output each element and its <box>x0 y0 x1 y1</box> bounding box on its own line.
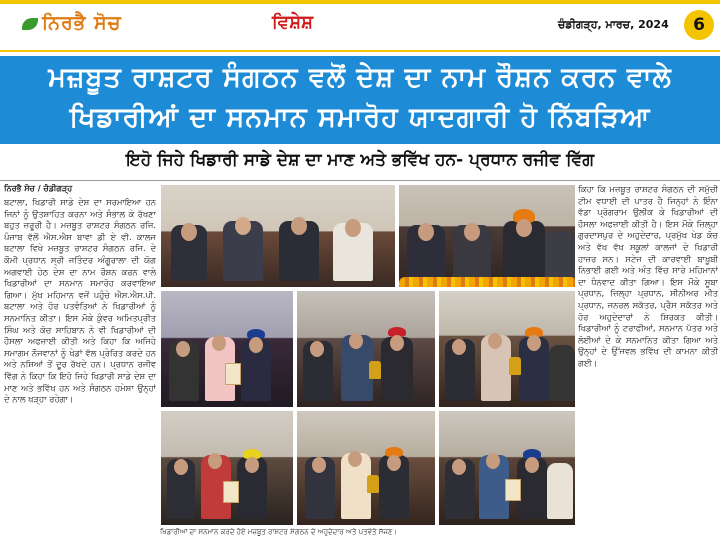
section-label: ਵਿਸ਼ੇਸ਼ <box>272 12 314 33</box>
article-right-column <box>578 184 718 537</box>
photo-award-4 <box>160 410 294 526</box>
photo-guests-on-stage <box>160 184 396 288</box>
headline-banner <box>0 56 720 144</box>
header-stripe <box>0 0 720 4</box>
photo-award-5 <box>296 410 436 526</box>
header-rule <box>0 50 720 52</box>
subheadline-rule <box>0 180 720 181</box>
photo-award-3 <box>438 290 576 408</box>
leaf-icon <box>22 18 38 30</box>
photo-award-2 <box>296 290 436 408</box>
headline-line-1: ਮਜ਼ਬੂਤ ਰਾਸ਼ਟਰ ਸੰਗਠਨ ਵਲੋਂ ਦੇਸ਼ ਦਾ ਨਾਮ ਰੌਸ਼ਨ ਕਰਨ ਵਾਲੇ <box>48 62 672 93</box>
masthead <box>22 12 122 34</box>
photo-caption: ਖਿਡਾਰੀਆਂ ਦਾ ਸਨਮਾਨ ਕਰਦੇ ਹੋਏ ਮਜ਼ਬੂਤ ਰਾਸ਼ਟਰ ਸੰਗਠਨ ਦੇ ਅਹੁਦੇਦਾਰ ਅਤੇ ਪਤਵੰਤੇ ਸੱਜਣ। <box>160 528 398 536</box>
dateline: ਚੰਡੀਗੜ੍ਹ, ਮਾਰਚ, 2024 <box>558 18 669 31</box>
article-body-left: ਬਟਾਲਾ, ਖਿਡਾਰੀ ਸਾਡੇ ਦੇਸ਼ ਦਾ ਸਰਮਾਇਆ ਹਨ ਜਿਨਾਂ ਨੂੰ ਉਤਸ਼ਾਹਿਤ ਕਰਨਾ ਅਤੇ ਸੰਭਾਲ ਕੇ ਰੱਖਣਾ ਬਹੁਤ ਜ਼ਰੂਰੀ ਹੈ। ਮਜ਼ਬੂਤ ਰਾਸ਼ਟਰ ਸੰਗਠਨ ਰਜਿ. ਪੰਜਾਬ ਵੱਲੋਂ ਐਸ.ਐਸ ਬਾਵਾ ਡੀ ਏ ਵੀ. ਕਾਲਜ ਬਟਾਲਾ ਵਿਖੇ ਮਜ਼ਬੂਤ ਰਾਸ਼ਟਰ ਸੰਗਠਨ ਰਜਿ. ਦੇ ਕੌਮੀ ਪ੍ਰਧਾਨ ਸ੍ਰੀ ਜਤਿੰਦਰ ਅੰਗੂਰਾਲਾ ਦੀ ਯੋਗ ਅਗਵਾਈ ਹੇਠ ਦੇਸ਼ ਦਾ ਨਾਮ ਰੌਸ਼ਨ ਕਰਨ ਵਾਲੇ ਖਿਡਾਰੀਆਂ ਦਾ ਸਨਮਾਨ ਸਮਾਰੋਹ ਕਰਵਾਇਆ ਗਿਆ। ਮੁੱਖ ਮਹਿਮਾਨ ਵਜੋਂ ਪਹੁੰਚੇ ਐਸ.ਐਸ.ਪੀ. ਬਟਾਲਾ ਅਤੇ ਹੋਰ ਪਤਵੰਤਿਆਂ ਨੇ ਖਿਡਾਰੀਆਂ ਨੂੰ ਸਨਮਾਨਿਤ ਕੀਤਾ। ਇਸ ਮੌਕੇ ਕੁੰਵਰ ਅਮਿਤਪ੍ਰੀਤ ਸਿੰਘ ਅਤੇ ਕੋਚ ਸਾਹਿਬਾਨ ਨੇ ਵੀ ਖਿਡਾਰੀਆਂ ਦੀ ਹੌਸਲਾ ਅਫਜ਼ਾਈ ਕੀਤੀ ਅਤੇ ਕਿਹਾ ਕਿ ਅਜਿਹੇ ਸਮਾਗਮ ਨੌਜਵਾਨਾਂ ਨੂੰ ਖੇਡਾਂ ਵੱਲ ਪ੍ਰੇਰਿਤ ਕਰਦੇ ਹਨ ਅਤੇ ਨਸ਼ਿਆਂ ਤੋਂ ਦੂਰ ਰੱਖਦੇ ਹਨ। ਪ੍ਰਧਾਨ ਰਜੀਵ ਵਿੱਗ ਨੇ ਕਿਹਾ ਕਿ ਇਹੋ ਜਿਹੇ ਖਿਡਾਰੀ ਸਾਡੇ ਦੇਸ਼ ਦਾ ਮਾਣ ਅਤੇ ਭਵਿੱਖ ਹਨ ਅਤੇ ਸੰਗਠਨ ਹਮੇਸ਼ਾ ਉਨ੍ਹਾਂ ਦੇ ਨਾਲ ਖੜ੍ਹਾ ਰਹੇਗਾ। <box>4 197 156 405</box>
masthead-title: ਨਿਰਭੈ ਸੋਚ <box>42 12 122 34</box>
article-body-right: ਕਿਹਾ ਕਿ ਮਜ਼ਬੂਤ ਰਾਸ਼ਟਰ ਸੰਗਠਨ ਦੀ ਸਮੁੱਚੀ ਟੀਮ ਵਧਾਈ ਦੀ ਪਾਤਰ ਹੈ ਜਿਨ੍ਹਾਂ ਨੇ ਇੰਨਾ ਵੱਡਾ ਪ੍ਰੋਗਰਾਮ ਉਲੀਕ ਕੇ ਖਿਡਾਰੀਆਂ ਦੀ ਹੌਸਲਾ ਅਫਜ਼ਾਈ ਕੀਤੀ ਹੈ। ਇਸ ਮੌਕੇ ਜ਼ਿਲ੍ਹਾ ਗੁਰਦਾਸਪੁਰ ਦੇ ਅਹੁਦੇਦਾਰ, ਪ੍ਰਮੁੱਖ ਖੇਡ ਕੋਚ ਅਤੇ ਵੱਖ ਵੱਖ ਸਕੂਲਾਂ ਕਾਲਜਾਂ ਦੇ ਖਿਡਾਰੀ ਹਾਜ਼ਰ ਸਨ। ਸਟੇਜ ਦੀ ਕਾਰਵਾਈ ਬਾਖੂਬੀ ਨਿਭਾਈ ਗਈ ਅਤੇ ਅੰਤ ਵਿੱਚ ਸਾਰੇ ਮਹਿਮਾਨਾਂ ਦਾ ਧੰਨਵਾਦ ਕੀਤਾ ਗਿਆ। ਇਸ ਮੌਕੇ ਸੂਬਾ ਪ੍ਰਧਾਨ, ਜ਼ਿਲ੍ਹਾ ਪ੍ਰਧਾਨ, ਸੀਨੀਅਰ ਮੀਤ ਪ੍ਰਧਾਨ, ਜਨਰਲ ਸਕੱਤਰ, ਪ੍ਰੈਸ ਸਕੱਤਰ ਅਤੇ ਹੋਰ ਅਹੁਦੇਦਾਰਾਂ ਨੇ ਸ਼ਿਰਕਤ ਕੀਤੀ। ਖਿਡਾਰੀਆਂ ਨੂੰ ਟਰਾਫੀਆਂ, ਸਨਮਾਨ ਪੱਤਰ ਅਤੇ ਲੋਈਆਂ ਦੇ ਕੇ ਸਨਮਾਨਿਤ ਕੀਤਾ ਗਿਆ ਅਤੇ ਉਨ੍ਹਾਂ ਦੇ ਉੱਜਵਲ ਭਵਿੱਖ ਦੀ ਕਾਮਨਾ ਕੀਤੀ ਗਈ। <box>578 184 718 368</box>
page-header <box>0 0 720 52</box>
headline-line-2: ਖਿਡਾਰੀਆਂ ਦਾ ਸਨਮਾਨ ਸਮਾਰੋਹ ਯਾਦਗਾਰੀ ਹੋ ਨਿੱਬੜਿਆ <box>69 102 651 133</box>
page-number: 6 <box>684 10 714 40</box>
article-left-column <box>4 184 156 537</box>
photo-sikh-guests <box>398 184 576 288</box>
photo-award-1 <box>160 290 294 408</box>
byline: ਨਿਰਭੈ ਸੋਚ / ਚੰਡੀਗੜ੍ਹ <box>4 184 73 193</box>
subheadline: ਇਹੋ ਜਿਹੇ ਖਿਡਾਰੀ ਸਾਡੇ ਦੇਸ਼ ਦਾ ਮਾਣ ਅਤੇ ਭਵਿੱਖ ਹਨ- ਪ੍ਰਧਾਨ ਰਜੀਵ ਵਿੱਗ <box>125 150 595 170</box>
photo-award-6 <box>438 410 576 526</box>
